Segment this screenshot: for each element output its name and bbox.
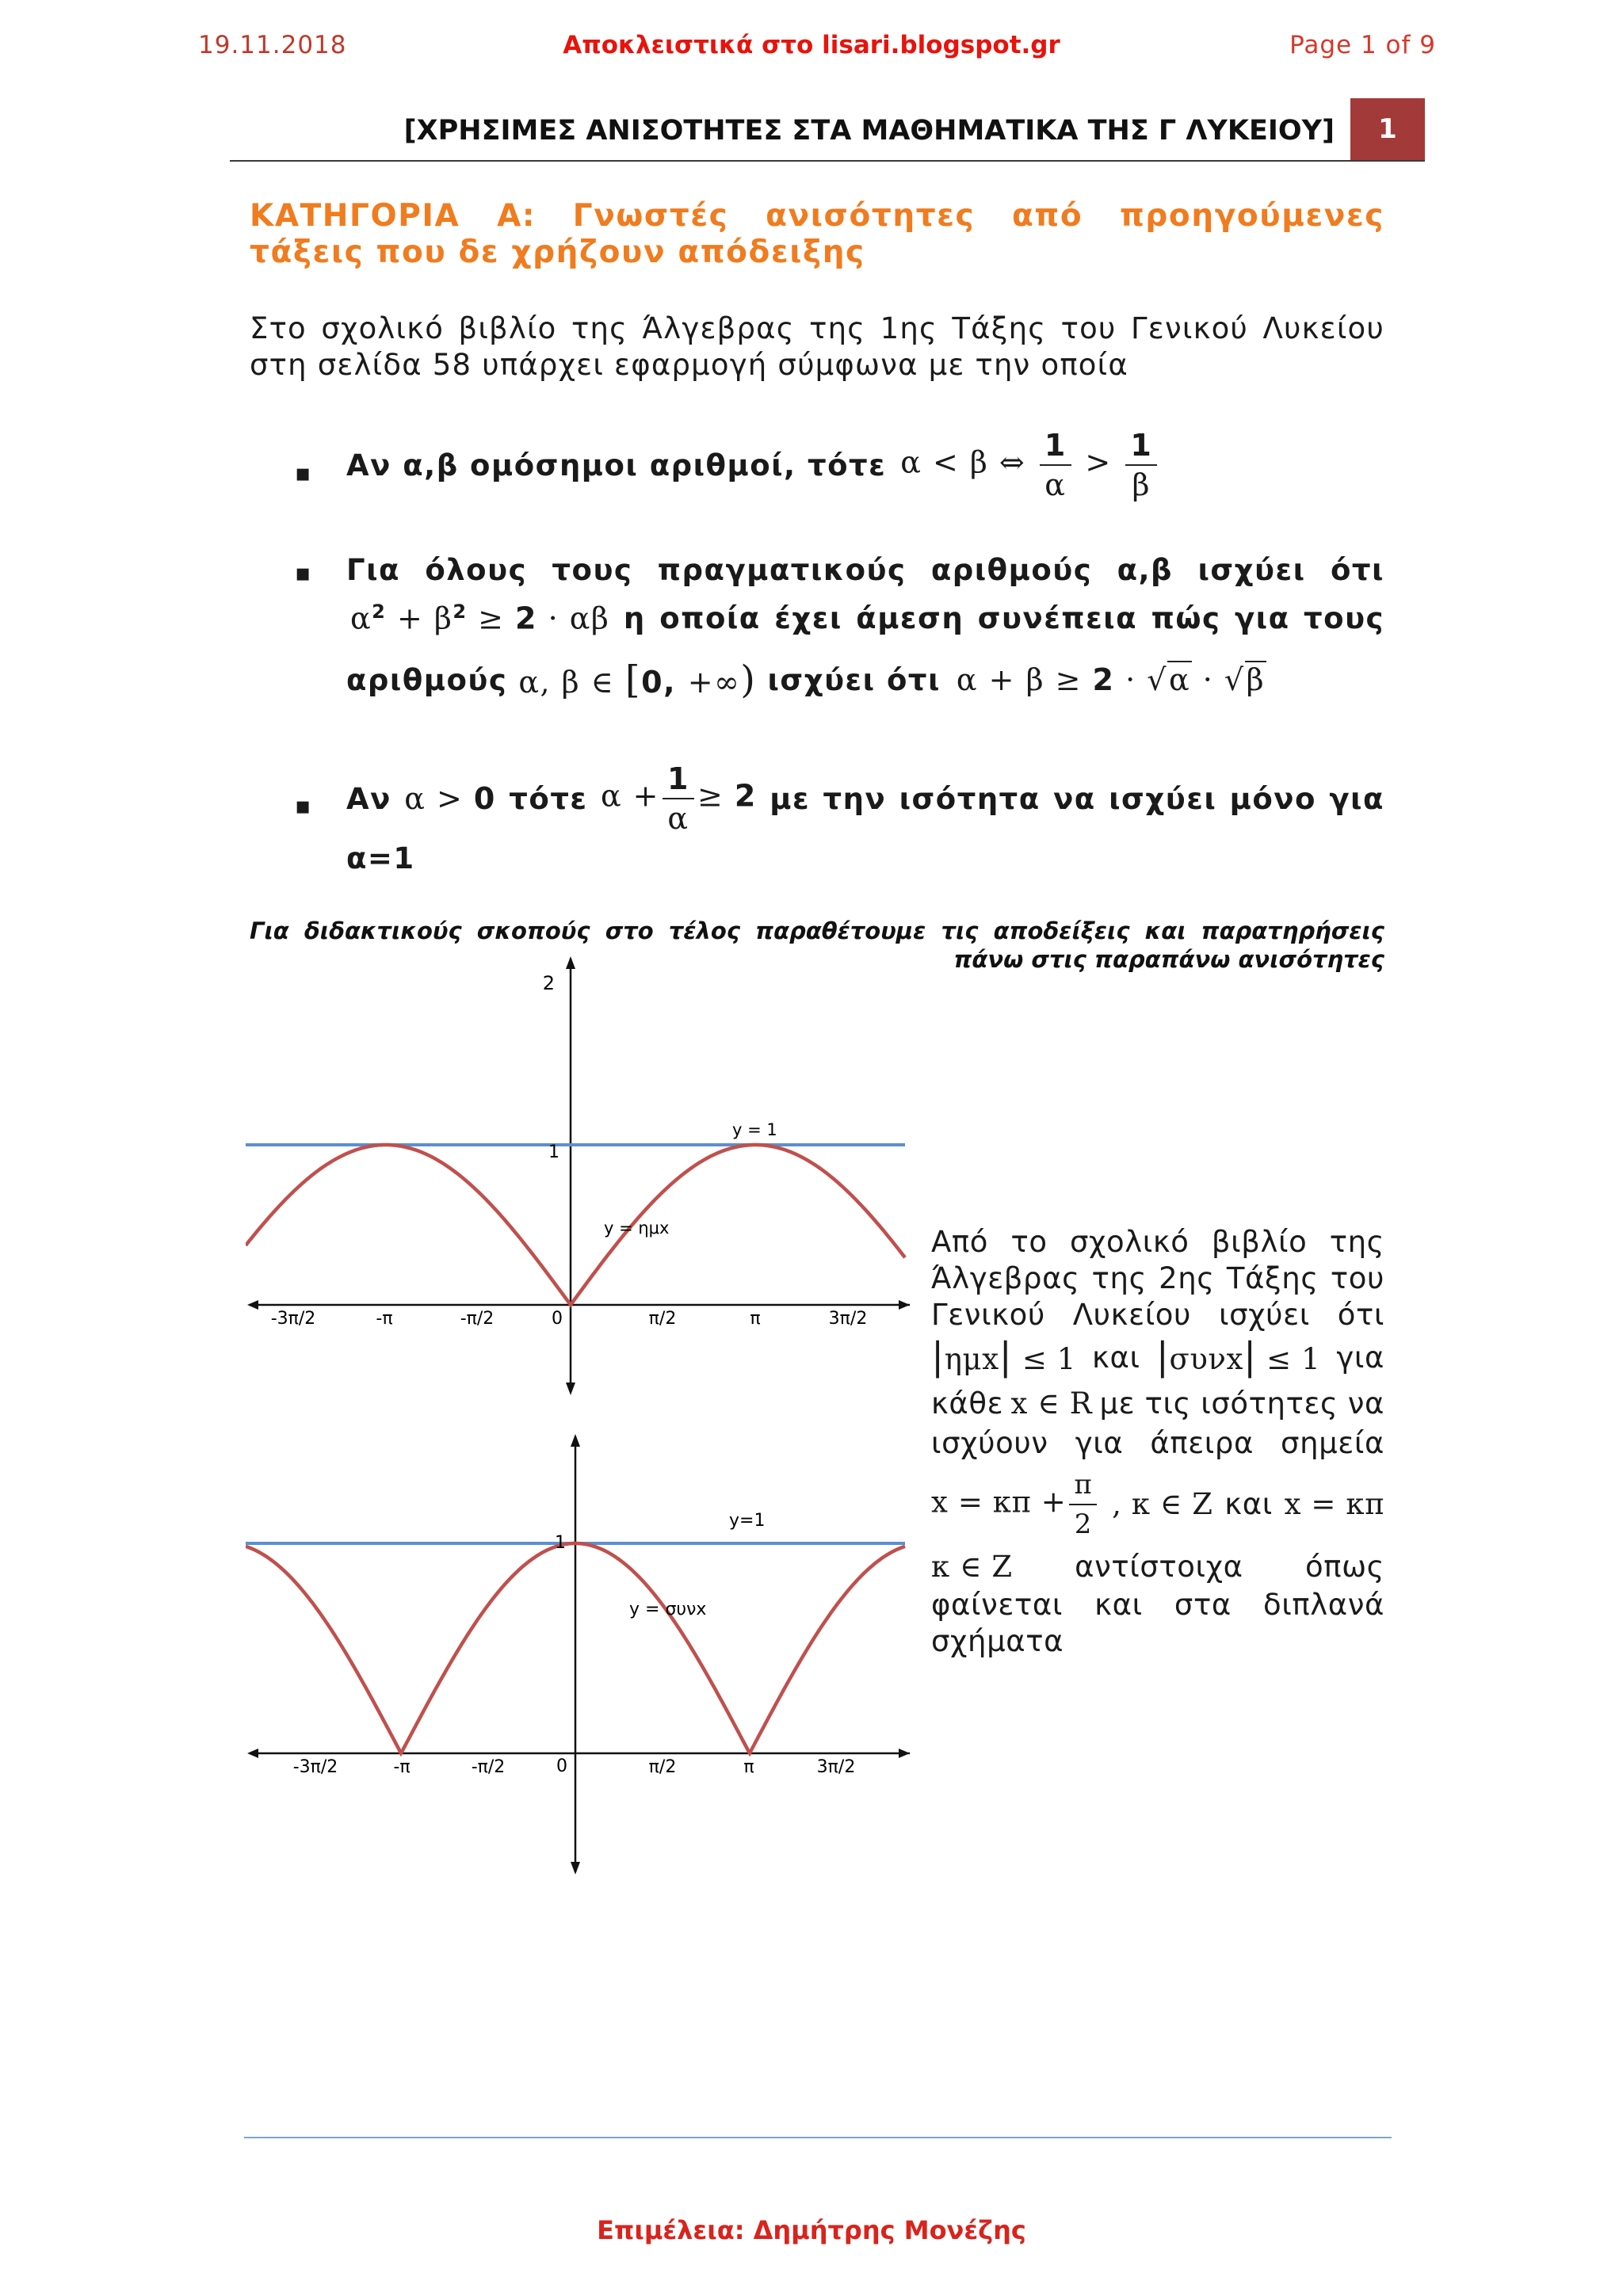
x-tick-label: -3π/2 (292, 1757, 338, 1777)
word: όλους (425, 552, 527, 587)
bullet-marker: ▪ (295, 460, 311, 487)
bullet-1 (346, 428, 1384, 502)
word: ισχύει (1218, 1298, 1310, 1332)
y-tick-label: 2 (542, 972, 555, 994)
y-axis-arrow-up (566, 956, 575, 969)
word: σημεία (1281, 1426, 1384, 1460)
x-tick-label: -π/2 (471, 1757, 506, 1777)
formula-k-in-z: , κ ∈ Z (1112, 1487, 1213, 1521)
word: πώς (1151, 601, 1221, 635)
word: της (1091, 1261, 1147, 1295)
footer-divider (244, 2137, 1392, 2138)
x-tick-label: 3π/2 (828, 1309, 868, 1329)
word: κάθε (931, 1386, 1004, 1421)
side-line (931, 1261, 1384, 1297)
word: πραγματικούς (657, 552, 907, 587)
graph-abs-cos (246, 1432, 911, 1876)
y-tick-label: 0 (556, 1756, 567, 1776)
line-label: y=1 (729, 1511, 766, 1531)
y-axis-arrow-up (571, 1434, 580, 1447)
document-header-title: [ΧΡΗΣΙΜΕΣ ΑΝΙΣΟΤΗΤΕΣ ΣΤΑ ΜΑΘΗΜΑΤΙΚΑ ΤΗΣ Γ ΛΥΚΕΙΟΥ] (403, 115, 1335, 147)
word: και (1224, 1487, 1273, 1521)
formula-reciprocal: α + $\frac{1}{\alpha}$ ≥ 2 (600, 761, 757, 836)
word: ισότητα (899, 781, 1041, 816)
bullet-marker: ▪ (295, 559, 311, 587)
side-line (931, 1297, 1384, 1333)
x-tick-label: -3π/2 (270, 1309, 316, 1329)
word: αριθμούς (346, 662, 508, 697)
bullet-3-line-1 (346, 759, 1384, 838)
side-line (931, 1587, 1384, 1623)
curve-abs-sin (246, 1145, 905, 1305)
formula-abs-sin-bound: |ημx| ≤ 1 (931, 1334, 1076, 1379)
bullet-2-line-1 (346, 551, 1384, 588)
side-line (931, 1383, 1384, 1425)
formula-a-positive: α > 0 (404, 781, 496, 816)
bullet-1-formula: α < β ⇔ $\frac{1}{\alpha}$ > $\frac{1}{\beta}$ (900, 428, 1160, 502)
word: ότι (1337, 1298, 1384, 1332)
x-axis-arrow-right (899, 1749, 910, 1758)
bullet-3-line-2: α=1 (346, 841, 415, 875)
word: άπειρα (1150, 1426, 1254, 1460)
word: ισχύει ότι (767, 662, 941, 697)
word: ότι (1330, 552, 1384, 587)
word: οποία (659, 601, 761, 635)
bullet-2-line-3 (346, 658, 1384, 702)
word: βιβλίο (1211, 1225, 1308, 1259)
x-tick-label: π/2 (648, 1309, 677, 1329)
y-tick-label: 0 (552, 1309, 563, 1329)
word: η (623, 601, 646, 635)
curve-label: y = ημx (604, 1219, 670, 1238)
word: άμεση (856, 601, 964, 635)
y-tick-label: 1 (548, 1142, 559, 1162)
x-tick-label: -π/2 (460, 1309, 495, 1329)
bullet-2-line-2 (346, 599, 1384, 637)
bullet-1-text: Αν α,β ομόσημοι αριθμοί, τότε (346, 448, 887, 482)
word: α,β (1117, 552, 1174, 587)
y-axis-arrow-down (566, 1383, 575, 1395)
x-tick-label: π/2 (648, 1757, 677, 1777)
x-tick-label: -π (376, 1309, 393, 1329)
phrase: με τις ισότητες να (1099, 1386, 1384, 1421)
word: Γενικού (931, 1298, 1045, 1332)
word: 2ης (1159, 1261, 1215, 1295)
graph-abs-sin (246, 955, 911, 1398)
word: συνέπεια (977, 601, 1138, 635)
line-label: y = 1 (732, 1120, 777, 1139)
x-tick-label: -π (393, 1757, 411, 1777)
formula-abs-cos-bound: |συνx| ≤ 1 (1155, 1334, 1321, 1379)
side-line (931, 1462, 1384, 1547)
word: Από (931, 1225, 989, 1259)
word: Λυκείου (1072, 1298, 1192, 1332)
didactic-note: Για διδακτικούς σκοπούς στο τέλος παραθέτουμε τις αποδείξεις και παρατηρήσεις πάνω στις παραπάνω ανισότητες (250, 917, 1384, 973)
word: ισχύει (1109, 781, 1217, 816)
formula-sin-points: x = κπ + $\frac{\pi}{2}$ (931, 1467, 1100, 1542)
word: την (823, 781, 887, 816)
word: αντίστοιχα (1075, 1550, 1243, 1584)
word: Αν (346, 781, 391, 816)
word: τους (552, 552, 633, 587)
side-explanation (931, 1224, 1384, 1660)
y-axis-arrow-down (571, 1862, 580, 1875)
formula-interval: α, β ∈ [0, +∞) (518, 658, 757, 702)
word: φαίνεται (931, 1588, 1063, 1622)
word: αριθμούς (930, 552, 1093, 587)
word: Άλγεβρας (931, 1261, 1080, 1295)
word: και (1092, 1341, 1140, 1375)
side-line: σχήματα (931, 1624, 1064, 1658)
word: στα (1174, 1588, 1232, 1622)
word: να (1053, 781, 1096, 816)
word: για (1234, 601, 1290, 635)
side-line (931, 1224, 1384, 1261)
word: με (769, 781, 811, 816)
x-axis-arrow-right (899, 1300, 910, 1310)
side-line (931, 1425, 1384, 1462)
word: Τάξης (1226, 1261, 1319, 1295)
word: της (1329, 1225, 1384, 1259)
x-axis-arrow-left (247, 1749, 258, 1758)
word: για (1336, 1341, 1384, 1375)
section-title: ΚΑΤΗΓΟΡΙΑ Α: Γνωστές ανισότητες από προηγούμενες τάξεις που δε χρήζουν απόδειξης (250, 198, 1384, 270)
formula-x-in-r: x ∈ R (1010, 1386, 1093, 1421)
formula-cos-points: x = κπ (1284, 1487, 1384, 1521)
word: και (1094, 1588, 1143, 1622)
word: του (1330, 1261, 1384, 1295)
x-tick-label: π (743, 1757, 754, 1777)
footer-author: Επιμέλεια: Δημήτρης Μονέζης (597, 2215, 1026, 2245)
word: για (1075, 1426, 1124, 1460)
word: ισχύει (1197, 552, 1306, 587)
formula-k-in-z: κ ∈ Z (931, 1550, 1013, 1584)
top-site-link[interactable]: Αποκλειστικά στο lisari.blogspot.gr (563, 31, 1060, 59)
word: τότε (509, 781, 588, 816)
bullet-marker: ▪ (295, 792, 311, 820)
formula-sum-squares: $\alpha^2 + \beta^2 \ge 2 \cdot \alpha\beta$ (350, 600, 610, 636)
word: ισχύουν (931, 1426, 1048, 1460)
page-indicator: Page 1 of 9 (1289, 31, 1436, 59)
word: τους (1304, 601, 1384, 635)
x-tick-label: 3π/2 (816, 1757, 856, 1777)
word: διπλανά (1263, 1588, 1384, 1622)
word: μόνο (1229, 781, 1316, 816)
header-page-number: 1 (1350, 98, 1425, 160)
header-divider (230, 160, 1425, 162)
word: Για (346, 552, 400, 587)
word: το (1010, 1225, 1048, 1259)
word: σχολικό (1069, 1225, 1190, 1259)
top-date: 19.11.2018 (198, 31, 347, 59)
x-axis-arrow-left (247, 1300, 258, 1310)
formula-am-gm: α + β ≥ 2 · √α · √β (956, 662, 1266, 697)
word: έχει (774, 601, 842, 635)
word: για (1329, 781, 1384, 816)
side-line (931, 1547, 1384, 1587)
y-tick-label: 1 (555, 1533, 566, 1553)
side-line (931, 1333, 1384, 1383)
intro-paragraph: Στο σχολικό βιβλίο της Άλγεβρας της 1ης Τάξης του Γενικού Λυκείου στη σελίδα 58 υπάρχει εφαρμογή σύμφωνα με την οποία (250, 311, 1384, 382)
word: όπως (1304, 1550, 1384, 1584)
curve-label: y = συνx (629, 1600, 707, 1619)
x-tick-label: π (750, 1309, 761, 1329)
